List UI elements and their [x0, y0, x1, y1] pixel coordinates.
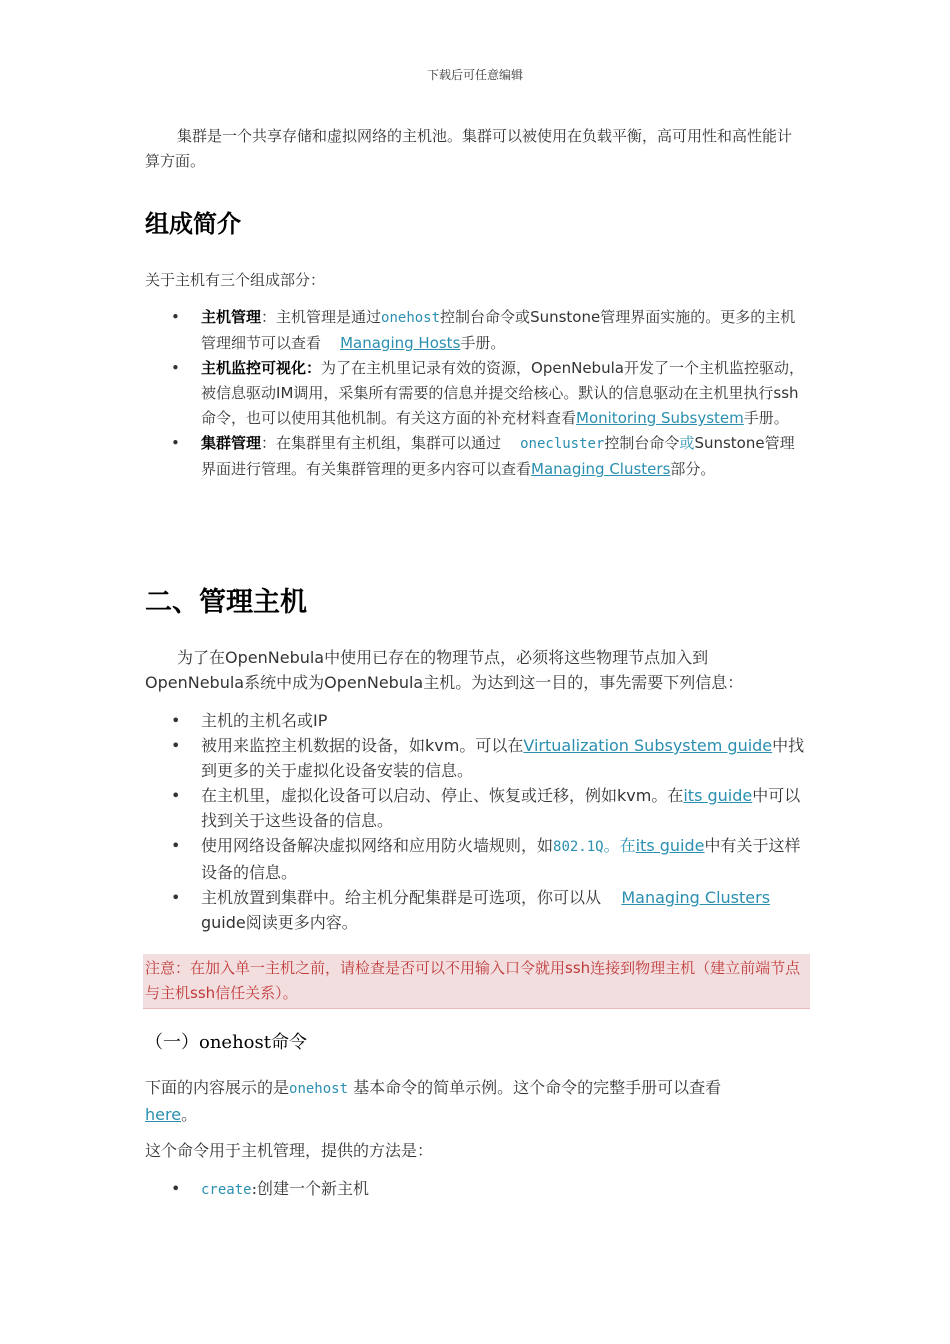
item-text: 使用网络设备解决虚拟网络和应用防火墙规则，如	[201, 836, 554, 855]
section1-lead-wrap	[145, 268, 805, 293]
its-guide-link[interactable]: its guide	[635, 836, 705, 855]
section3-paragraph-2: 这个命令用于主机管理，提供的方法是：	[145, 1141, 434, 1160]
para-text: 基本命令的简单示例。这个命令的完整手册可以查看	[353, 1078, 722, 1097]
section1-list-wrap	[145, 305, 805, 482]
intro-paragraph: 集群是一个共享存储和虚拟网络的主机池。集群可以被使用在负载平衡，高可用性和高性能计算方面。	[145, 127, 793, 170]
item-text: IP	[313, 711, 328, 730]
para-text: 主机。为达到这一目的，事先需要下列信息：	[423, 673, 744, 692]
onehost-code: onehost	[289, 1081, 349, 1097]
section2-list	[145, 708, 805, 935]
note-text: ssh	[190, 984, 216, 1002]
item-text: 中可以找到关于这些设备的信息。	[201, 786, 801, 830]
list-item-cluster-management	[145, 431, 805, 482]
onehost-code: onehost	[381, 310, 441, 326]
item-text: Sunstone	[694, 434, 765, 452]
item-text: ：主机管理是通过	[261, 308, 382, 326]
section3-list-wrap	[145, 1176, 805, 1203]
para-text: 下面的内容展示的是	[145, 1078, 290, 1097]
para-text: 系统中成为	[244, 673, 325, 692]
list-item-cluster-placement	[145, 885, 805, 935]
item-text: 手册。	[743, 409, 789, 427]
intro-section	[145, 124, 805, 174]
item-text: IM	[276, 384, 294, 402]
item-text: 。在	[651, 786, 684, 805]
section1-list	[145, 305, 805, 482]
section3-heading-wrap	[145, 1028, 805, 1054]
note-text: ssh	[565, 959, 591, 977]
para-text: 中使用已存在的物理节点，必须将这些物理节点加入到	[324, 648, 709, 667]
section1-heading-wrap	[145, 204, 805, 239]
section3-para1-wrap	[145, 1075, 805, 1127]
item-text: ssh	[773, 384, 799, 402]
section2-list-wrap	[145, 708, 805, 935]
item-text: kvm	[425, 736, 460, 755]
para-text: OpenNebula	[145, 673, 245, 692]
item-text: 或	[679, 434, 695, 452]
item-text: 命令，也可以使用其他机制。有关这方面的补充材料查看	[201, 409, 577, 427]
item-text: 阅读更多内容。	[245, 913, 358, 932]
list-item-monitor-driver	[145, 733, 805, 783]
managing-clusters-link[interactable]: Managing Clusters	[531, 460, 671, 478]
item-bold-label: 主机管理	[201, 308, 262, 326]
item-text: 管理界面进行管理。有关集群管理的更多内容可以查看	[201, 434, 795, 478]
list-item-hostname	[145, 708, 805, 733]
item-text: 中有关于这样设备的信息。	[201, 836, 801, 882]
virtualization-subsystem-link[interactable]: Virtualization Subsystem guide	[523, 736, 773, 755]
item-text: 管理界面实施的。更多的主机管理细节可以查看	[201, 308, 796, 352]
item-text: Sunstone	[530, 308, 601, 326]
para-text: 。	[181, 1105, 198, 1124]
item-text: 。可以在	[459, 736, 524, 755]
section3-para2-wrap	[145, 1138, 805, 1163]
item-bold-label: 主机监控可视化：	[201, 359, 322, 377]
item-text: :创建一个新主机	[251, 1179, 369, 1198]
item-text: 主机放置到集群中。给主机分配集群是可选项，你可以从	[201, 888, 602, 907]
section2-paragraph-wrap	[145, 645, 805, 695]
section2-heading-wrap	[145, 580, 805, 619]
item-text: kvm	[617, 786, 652, 805]
managing-clusters-link[interactable]: Managing Clusters	[621, 888, 771, 907]
section3-paragraph	[145, 1075, 805, 1127]
page-header: 下载后可任意编辑	[426, 68, 523, 82]
item-text: OpenNebula	[531, 359, 624, 377]
title-text: onehost	[199, 1032, 271, 1053]
note-text: 注意：在加入单一主机之前，请检查是否可以不用输入口令就用	[145, 959, 566, 977]
here-link[interactable]: here	[145, 1105, 182, 1124]
note-text: 信任关系）。	[215, 984, 298, 1002]
item-text: 开发了一个主机监控驱动，被信息驱动	[201, 359, 804, 402]
note-text: 连接到物理主机（建立前端节点与主机	[145, 959, 801, 1002]
list-item-virtualization-driver	[145, 783, 805, 833]
list-item-host-monitoring	[145, 356, 805, 431]
item-text: 在主机里，虚拟化设备可以启动、停止、恢复或迁移，例如	[201, 786, 618, 805]
item-bold-label: 集群管理	[201, 434, 262, 452]
title-text: 命令	[270, 1032, 307, 1053]
para-text: 为了在	[177, 648, 226, 667]
item-text: 控制台命令或	[440, 308, 531, 326]
create-code: create	[201, 1182, 252, 1198]
section3-title	[145, 1028, 805, 1054]
item-text: 中找到更多的关于虚拟化设备安装的信息。	[201, 736, 805, 780]
item-text: 控制台命令	[604, 434, 680, 452]
ssh-warning-note	[143, 954, 810, 1009]
list-item-host-management	[145, 305, 805, 356]
list-item-create	[145, 1176, 805, 1203]
item-text: ：在集群里有主机组，集群可以通过	[261, 434, 502, 452]
title-text: （一）	[145, 1032, 199, 1053]
para-text: OpenNebula	[324, 673, 424, 692]
section2-paragraph	[145, 645, 805, 695]
section2-title: 二、管理主机	[145, 587, 307, 618]
item-text: 被用来监控主机数据的设备，如	[201, 736, 426, 755]
item-text: 手册。	[460, 334, 506, 352]
para-text: OpenNebula	[225, 648, 325, 667]
monitoring-subsystem-link[interactable]: Monitoring Subsystem	[576, 409, 744, 427]
section1-title: 组成简介	[145, 210, 241, 238]
its-guide-link[interactable]: its guide	[683, 786, 753, 805]
section3-list	[145, 1176, 805, 1203]
item-text: 部分。	[670, 460, 716, 478]
list-item-network-driver	[145, 833, 805, 885]
section1-lead: 关于主机有三个组成部分：	[145, 271, 326, 289]
item-text: 为了在主机里记录有效的资源，	[321, 359, 532, 377]
onecluster-code: onecluster	[520, 436, 605, 452]
item-text: 主机的主机名或	[201, 711, 314, 730]
8021q-code: 802.1Q	[553, 839, 604, 855]
item-text: guide	[201, 913, 246, 932]
item-text: 。在	[603, 836, 636, 855]
item-text: 调用，采集所有需要的信息并提交给核心。默认的信息驱动在主机里执行	[293, 384, 774, 402]
managing-hosts-link[interactable]: Managing Hosts	[340, 334, 461, 352]
